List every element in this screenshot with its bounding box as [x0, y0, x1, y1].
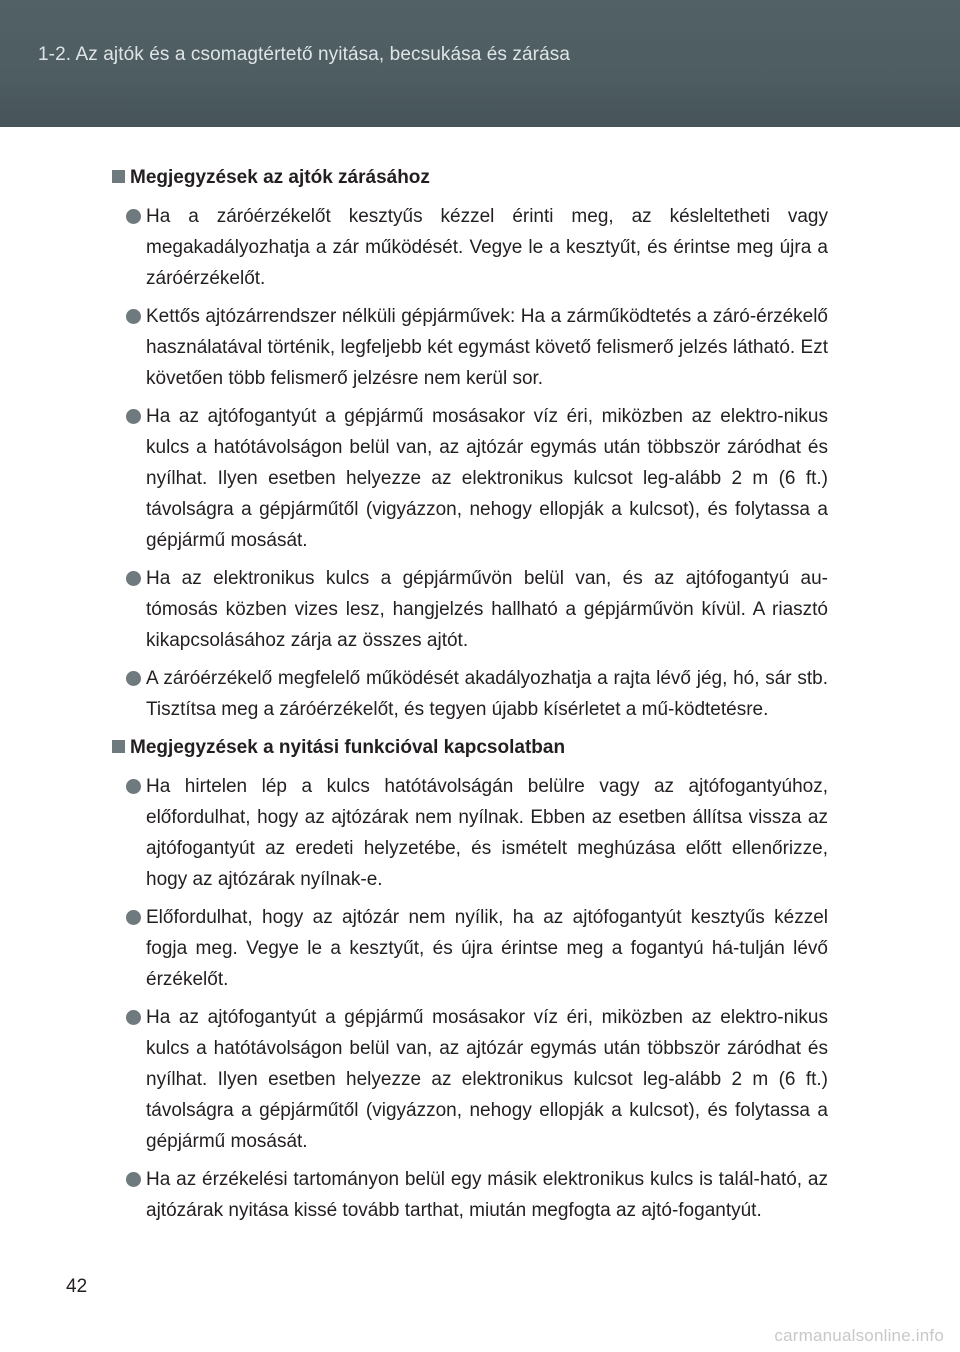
list-item: [112, 301, 828, 394]
list-item: [112, 1164, 828, 1226]
list-item: [112, 563, 828, 656]
circle-bullet-icon: [126, 1172, 141, 1187]
circle-bullet-icon: [126, 671, 141, 686]
page-number: 42: [66, 1276, 88, 1297]
section-heading-text: Megjegyzések az ajtók zárásához: [130, 167, 430, 188]
page-content: [112, 162, 828, 1233]
list-item-text: A záróérzékelő megfelelő működését akadályozhatja a rajta lévő jég, hó, sár stb. Tisztítsa meg a záróérzékelőt, és tegyen újabb kísérletet a mű-ködtetésre.: [146, 668, 828, 720]
list-item-text: Ha az ajtófogantyút a gépjármű mosásakor víz éri, miközben az elektro-nikus kulcs a hatótávolságon belül van, az ajtózár egymás után többször záródhat és nyílhat. Ilyen esetben helyezze az elektronikus kulcsot leg-alább 2 m (6 ft.) távolságra a gépjárműtől (vigyázzon, nehogy ellopják a kulcsot), és folytassa a gépjármű mosását.: [146, 1007, 828, 1152]
header-title: 1-2. Az ajtók és a csomagtértető nyitása, becsukása és zárása: [38, 44, 571, 65]
circle-bullet-icon: [126, 1010, 141, 1025]
circle-bullet-icon: [126, 209, 141, 224]
circle-bullet-icon: [126, 571, 141, 586]
circle-bullet-icon: [126, 309, 141, 324]
list-item-text: Ha a záróérzékelőt kesztyűs kézzel érinti meg, az késleltetheti vagy megakadályozhatja a zár működését. Vegye le a kesztyűt, és érintse meg újra a záróérzékelőt.: [146, 206, 828, 289]
circle-bullet-icon: [126, 409, 141, 424]
list-item-text: Ha hirtelen lép a kulcs hatótávolságán belülre vagy az ajtófogantyúhoz, előfordulhat, hogy az ajtózárak nem nyílnak. Ebben az esetben állítsa vissza az ajtófogantyút az eredeti helyzetébe, és ismételt meghúzása előtt ellenőrizze, hogy az ajtózárak nyílnak-e.: [146, 776, 828, 890]
page-header: [0, 0, 960, 127]
list-item: [112, 902, 828, 995]
section-opening-notes: [112, 732, 828, 1226]
section-heading: [112, 162, 828, 193]
circle-bullet-icon: [126, 910, 141, 925]
list-item: [112, 663, 828, 725]
square-bullet-icon: [112, 740, 125, 753]
list-item-text: Kettős ajtózárrendszer nélküli gépjárművek: Ha a zárműködtetés a záró-érzékelő használatával történik, legfeljebb két egymást követő felismerő jelzés látható. Ezt követően több felismerő jelzésre nem kerül sor.: [146, 306, 828, 389]
list-item: [112, 401, 828, 556]
section-heading-text: Megjegyzések a nyitási funkcióval kapcsolatban: [130, 737, 566, 758]
list-item-text: Ha az elektronikus kulcs a gépjárművön belül van, és az ajtófogantyú au-tómosás közben vizes lesz, hangjelzés hallható a gépjárművön kívül. A riasztó kikapcsolásához zárja az összes ajtót.: [146, 568, 828, 651]
circle-bullet-icon: [126, 779, 141, 794]
section-heading: [112, 732, 828, 763]
list-item: [112, 201, 828, 294]
list-item: [112, 1002, 828, 1157]
list-item-text: Előfordulhat, hogy az ajtózár nem nyílik, ha az ajtófogantyút kesztyűs kézzel fogja meg. Vegye le a kesztyűt, és újra érintse meg a fogantyú há-tulján lévő érzékelőt.: [146, 907, 828, 990]
square-bullet-icon: [112, 170, 125, 183]
watermark: carmanualsonline.info: [774, 1326, 944, 1345]
section-closing-notes: [112, 162, 828, 725]
list-item-text: Ha az érzékelési tartományon belül egy másik elektronikus kulcs is talál-ható, az ajtózárak nyitása kissé tovább tarthat, miután megfogta az ajtó-fogantyút.: [146, 1169, 828, 1221]
list-item-text: Ha az ajtófogantyút a gépjármű mosásakor víz éri, miközben az elektro-nikus kulcs a hatótávolságon belül van, az ajtózár egymás után többször záródhat és nyílhat. Ilyen esetben helyezze az elektronikus kulcsot leg-alább 2 m (6 ft.) távolságra a gépjárműtől (vigyázzon, nehogy ellopják a kulcsot), és folytassa a gépjármű mosását.: [146, 406, 828, 551]
list-item: [112, 771, 828, 895]
